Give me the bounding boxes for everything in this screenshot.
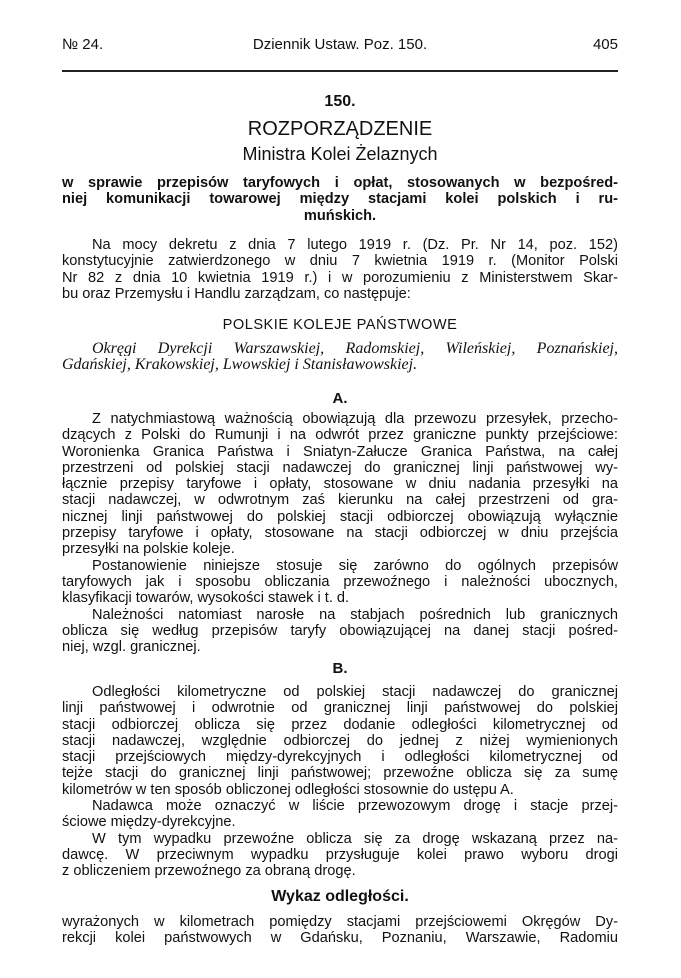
page-number: 405 (592, 36, 618, 53)
text-line: niej komunikacji towarowej między stacjami kolei polskich i ru- (62, 191, 618, 207)
text-line: Gdańskiej, Krakowskiej, Lwowskiej i Stanisławowskiej. (62, 356, 418, 373)
text-line: ściowe między-dyrekcyjne. (62, 814, 236, 831)
text-line: niej, wzgl. granicznej. (62, 639, 201, 656)
section-b-heading: B. (332, 660, 348, 677)
text-line: Nadawca może oznaczyć w liście przewozowym drogę i stacje przej- (92, 798, 618, 815)
text-line: stacji nadawczej, w odwrotnym zaś kierunku na całej przestrzeni od gra- (62, 492, 618, 509)
section-a-heading: A. (332, 390, 348, 407)
railways-heading: POLSKIE KOLEJE PAŃSTWOWE (222, 317, 458, 333)
document-type: ROZPORZĄDZENIE (247, 118, 433, 140)
text-line: Odległości kilometryczne od polskiej stacji nadawczej do granicznej (92, 684, 618, 700)
text-line: dawcę. W przeciwnym wypadku przysługuje kolei prawo wyboru drogi (62, 846, 618, 863)
paragraph (62, 411, 618, 558)
text-line: muńskich. (303, 207, 377, 223)
subject (62, 174, 618, 223)
text-line: łącznie przepisy taryfowe i opłaty, stosowane w dniu nadania przesyłki na (62, 476, 618, 493)
text-line: tejże stacji do granicznej linji państwowej; przewoźne oblicza się za sumę (62, 765, 618, 782)
issue-number: № 24. (62, 36, 104, 53)
text-line: przesyłki na polskie koleje. (62, 541, 235, 558)
text-line: klasyfikacji towarów, wysokości stawek i t. d. (62, 590, 350, 607)
text-line: taryfowych jak i sposobu obliczania przewoźnego i należności ubocznych, (62, 573, 618, 590)
text-line: dzących z Polski do Rumunji i na odwrót przez graniczne punkty przejściowe: (62, 427, 618, 444)
text-line: kilometrów w ten sposób obliczonej odległości stosownie do ustępu A. (62, 781, 514, 798)
text-line: konstytucyjnie zatwierdzonego w dniu 7 kwietnia 1919 r. (Monitor Polski (62, 253, 618, 270)
paragraph (62, 831, 618, 880)
text-line: przepisy taryfowe i opłaty, stosowane na stacji odbiorczej w dniu przejścia (62, 525, 618, 542)
paragraph (62, 558, 618, 607)
text-line: stacji odbiorczej oblicza się przez dodanie odległości kilometrycznej od (62, 716, 618, 733)
distances-heading: Wykaz odległości. (271, 888, 409, 905)
text-line: bu oraz Przemysłu i Handlu zarządzam, co następuje: (62, 285, 411, 302)
item-number: 150. (324, 93, 356, 110)
running-header (62, 36, 618, 56)
paragraph (62, 798, 618, 831)
text-line: linji państwowej i odwrotnie od granicznej linji państwowej do polskiej (62, 700, 618, 717)
text-line: stacji nadawczej, względnie odbiorczej do jednej z niżej wymienionych (62, 732, 618, 749)
text-line: Z natychmiastową ważnością obowiązują dla przewozu przesyłek, przecho- (92, 411, 618, 427)
text-line: W tym wypadku przewoźne oblicza się za drogę wskazaną przez na- (92, 830, 618, 847)
text-line: Okręgi Dyrekcji Warszawskiej, Radomskiej, Wileńskiej, Poznańskiej, (92, 340, 618, 357)
text-line: Woronienka Granica Państwa i Sniatyn-Załucze Granica Państwa, na całej (62, 443, 618, 460)
preamble (62, 237, 618, 302)
text-line: wyrażonych w kilometrach pomiędzy stacjami przejściowemi Okręgów Dy- (62, 914, 618, 930)
header-rule (62, 70, 618, 72)
text-line: stacji przejściowych między-dyrekcyjnych i odległości kilometrycznej od (62, 749, 618, 766)
issuer: Ministra Kolei Żelaznych (242, 144, 438, 164)
text-line: nicznej linji państwowej do polskiej stacji odbiorczej obowiązują wyłącznie (62, 508, 618, 525)
text-line: Nr 82 z dnia 10 kwietnia 1919 r.) i w porozumieniu z Ministerstwem Skar- (62, 269, 618, 286)
section-a-body (62, 411, 618, 655)
text-line: oblicza się według przepisów taryfy obowiązującej na danej stacji pośred- (62, 622, 618, 639)
text-line: z obliczeniem przewoźnego za obraną drogę. (62, 863, 356, 880)
text-line: Należności natomiast narosłe na stabjach pośrednich lub granicznych (92, 606, 618, 623)
text-line: Postanowienie niniejsze stosuje się zarówno do ogólnych przepisów (92, 557, 618, 574)
text-line: przestrzeni od polskiej stacji nadawczej do granicznej linji państwowej wy- (62, 459, 618, 476)
text-line: rekcji kolei państwowych w Gdańsku, Poznaniu, Warszawie, Radomiu (62, 930, 618, 947)
paragraph (62, 684, 618, 798)
districts (62, 340, 618, 373)
section-b-body (62, 684, 618, 880)
text-line: Na mocy dekretu z dnia 7 lutego 1919 r. (Dz. Pr. Nr 14, poz. 152) (92, 237, 618, 253)
text-line: w sprawie przepisów taryfowych i opłat, stosowanych w bezpośred- (62, 175, 618, 191)
paragraph (62, 607, 618, 656)
journal-title: Dziennik Ustaw. Poz. 150. (252, 36, 428, 53)
distances-intro (62, 914, 618, 947)
